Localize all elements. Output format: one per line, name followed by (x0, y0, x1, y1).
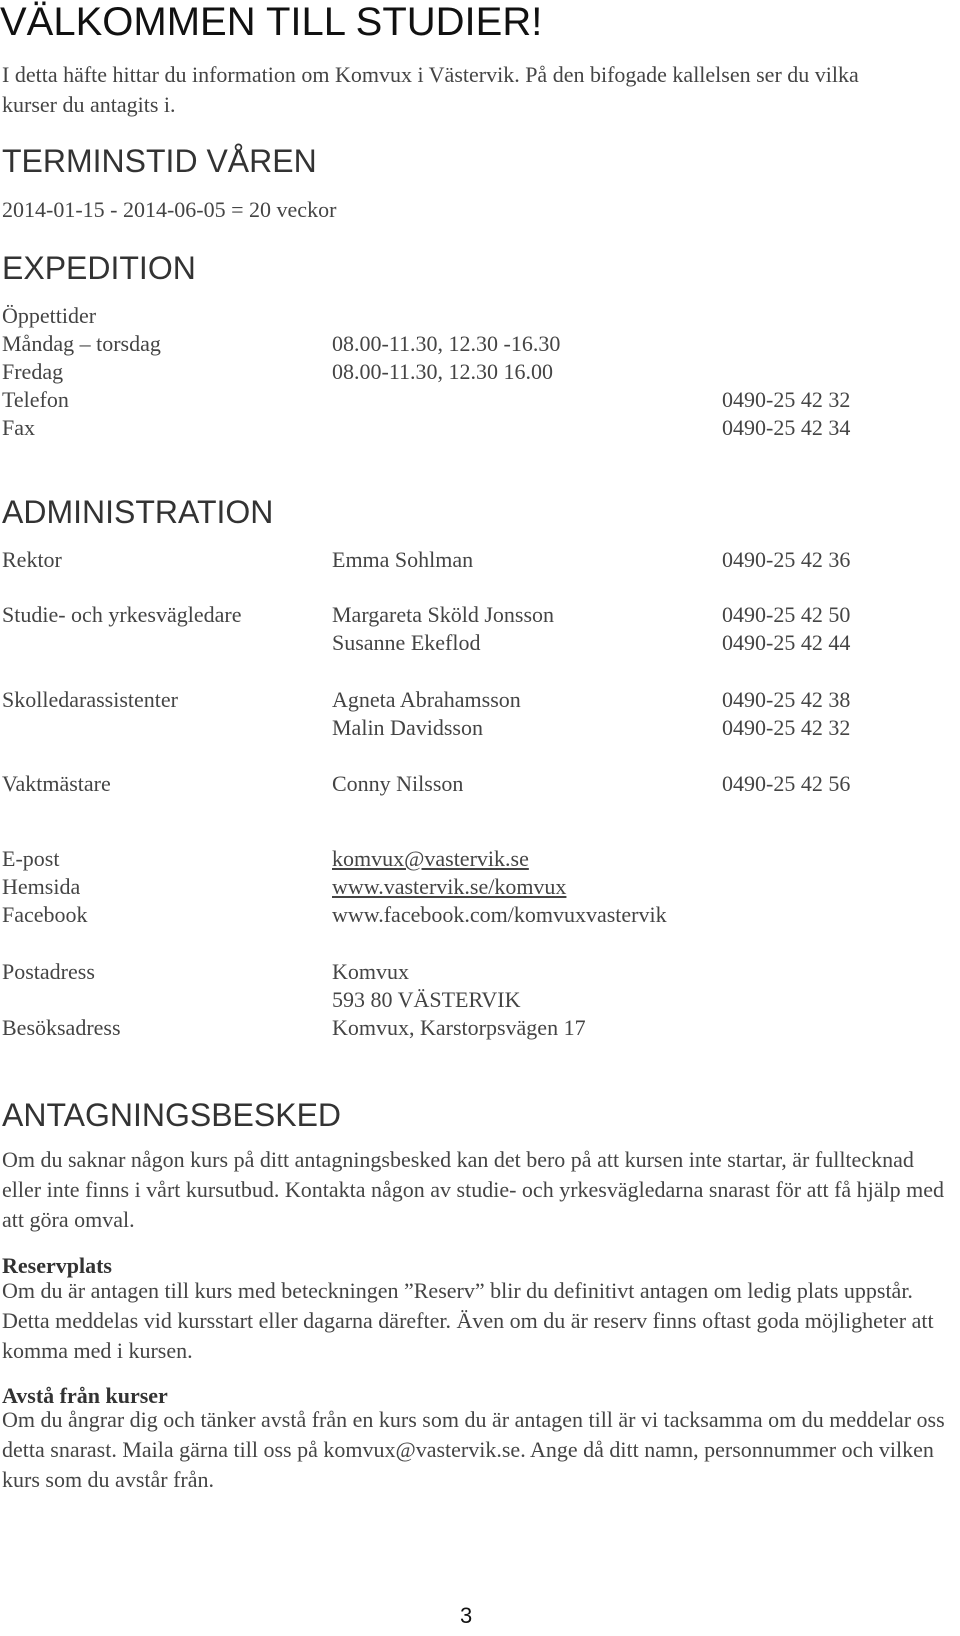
hours-label-mon-thu: Måndag – torsdag (2, 331, 161, 356)
admin-name: Conny Nilsson (332, 771, 464, 796)
email-label: E-post (2, 846, 60, 871)
admin-name: Margareta Sköld Jonsson (332, 602, 555, 627)
website-label: Hemsida (2, 874, 81, 899)
hours-value-fri: 08.00-11.30, 12.30 16.00 (332, 359, 554, 384)
reserv-heading: Reservplats (2, 1253, 112, 1278)
admin-role: Skolledarassistenter (2, 687, 178, 712)
antagning-paragraph: Om du saknar någon kurs på ditt antagningsbesked kan det bero på att kursen inte startar, är fulltecknad eller inte finns i vårt kursutbud. Kontakta någon av studie- och yrkesvägledarna snarast för att få hjälp med att göra omval. (2, 1147, 945, 1232)
avsta-paragraph: Om du ångrar dig och tänker avstå från en kurs som du är antagen till är vi tacksamma om du meddelar oss detta snarast. Maila gärna till oss på komvux@vastervik.se. Ange då ditt namn, personnummer och vilken kurs som du avstår från. (2, 1407, 945, 1492)
visit-address: Komvux, Karstorpsvägen 17 (332, 1015, 586, 1040)
postal-line-1: Komvux (332, 959, 409, 984)
visit-label: Besöksadress (2, 1015, 121, 1040)
page-number: 3 (460, 1603, 473, 1628)
phone-label: Telefon (2, 387, 69, 412)
admin-name: Agneta Abrahamsson (332, 687, 521, 712)
administration-heading: ADMINISTRATION (2, 494, 274, 530)
admin-phone: 0490-25 42 44 (722, 630, 851, 655)
admin-role: Vaktmästare (2, 771, 111, 796)
admin-phone: 0490-25 42 32 (722, 715, 851, 740)
terminstid-dates: 2014-01-15 - 2014-06-05 = 20 veckor (2, 197, 337, 222)
hours-label-fri: Fredag (2, 359, 64, 384)
avsta-heading: Avstå från kurser (2, 1383, 168, 1408)
antagning-heading: ANTAGNINGSBESKED (2, 1097, 342, 1133)
reserv-paragraph: Om du är antagen till kurs med beteckningen ”Reserv” blir du definitivt antagen om ledig plats uppstår. Detta meddelas vid kursstart eller dagarna därefter. Även om du är reserv finns oftast goda möjligheter att komma med i kursen. (2, 1278, 934, 1363)
oppettider-label: Öppettider (2, 303, 97, 328)
admin-phone: 0490-25 42 50 (722, 602, 851, 627)
hours-value-mon-thu: 08.00-11.30, 12.30 -16.30 (332, 331, 561, 356)
intro-text: I detta häfte hittar du information om Komvux i Västervik. På den bifogade kallelsen ser du vilka kurser du antagits i. (2, 62, 859, 117)
admin-phone: 0490-25 42 36 (722, 547, 851, 572)
facebook-label: Facebook (2, 902, 88, 927)
fax-value: 0490-25 42 34 (722, 415, 851, 440)
admin-role: Rektor (2, 547, 62, 572)
phone-value: 0490-25 42 32 (722, 387, 851, 412)
expedition-heading: EXPEDITION (2, 250, 196, 286)
postal-line-2: 593 80 VÄSTERVIK (332, 987, 521, 1012)
admin-name: Emma Sohlman (332, 547, 474, 572)
email-link[interactable]: komvux@vastervik.se (332, 846, 529, 871)
admin-phone: 0490-25 42 56 (722, 771, 851, 796)
admin-phone: 0490-25 42 38 (722, 687, 851, 712)
page-title: VÄLKOMMEN TILL STUDIER! (0, 0, 543, 44)
website-link[interactable]: www.vastervik.se/komvux (332, 874, 567, 899)
terminstid-heading: TERMINSTID VÅREN (2, 143, 317, 179)
admin-role: Studie- och yrkesvägledare (2, 602, 242, 627)
admin-name: Susanne Ekeflod (332, 630, 481, 655)
postal-label: Postadress (2, 959, 95, 984)
facebook-url: www.facebook.com/komvuxvastervik (332, 902, 667, 927)
fax-label: Fax (2, 415, 35, 440)
admin-name: Malin Davidsson (332, 715, 483, 740)
